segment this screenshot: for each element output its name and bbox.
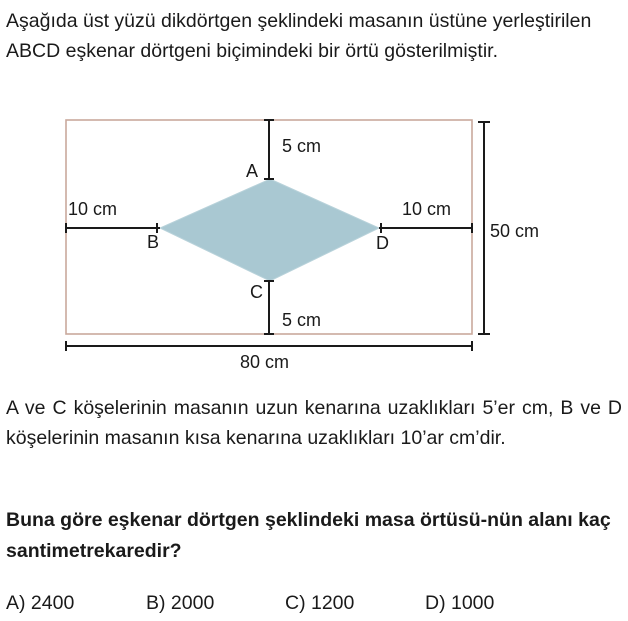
choice-b[interactable]: B) 2000	[146, 592, 215, 614]
choice-a[interactable]: A) 2400	[6, 592, 75, 614]
width-label: 80 cm	[240, 352, 290, 372]
top-distance-label: 5 cm	[282, 136, 322, 156]
vertex-b-label: B	[147, 232, 160, 252]
bottom-distance-label: 5 cm	[282, 310, 322, 330]
vertex-a-label: A	[246, 161, 259, 181]
choice-c[interactable]: C) 1200	[285, 592, 355, 614]
intro-text: Aşağıda üst yüzü dikdörtgen şeklindeki masanın üstüne yerleştirilen ABCD eşkenar dörtgeni biçimindeki bir örtü gösterilmiştir.	[6, 10, 592, 62]
table-figure	[0, 110, 628, 380]
vertex-c-label: C	[250, 282, 263, 302]
choice-d[interactable]: D) 1000	[425, 592, 495, 614]
description-text: A ve C köşelerinin masanın uzun kenarına uzaklıkları 5’er cm, B ve D köşelerinin masanın kısa kenarına uzaklıkları 10’ar cm’dir.	[6, 397, 622, 449]
left-distance-label: 10 cm	[68, 199, 118, 219]
height-label: 50 cm	[490, 221, 540, 241]
question-text: Buna göre eşkenar dörtgen şeklindeki masa örtüsü-nün alanı kaç santimetrekaredir?	[6, 509, 611, 562]
right-distance-label: 10 cm	[402, 199, 452, 219]
table-diagram	[0, 110, 628, 380]
rhombus-tablecloth	[160, 179, 379, 281]
answer-choices	[6, 588, 622, 618]
vertex-d-label: D	[376, 233, 389, 253]
